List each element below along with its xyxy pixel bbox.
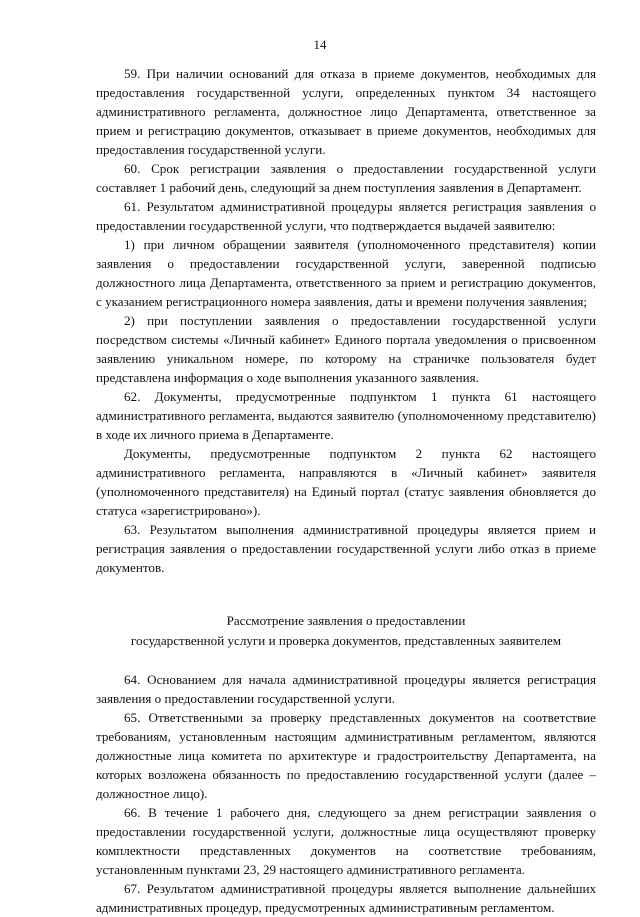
paragraph-63: 63. Результатом выполнения административной процедуры является прием и регистрация заявления о предоставлении государственной услуги либо отказ в приеме документов. [96, 522, 596, 575]
section-heading [96, 611, 596, 650]
paragraph-62-continued: Документы, предусмотренные подпунктом 2 пункта 62 настоящего административного регламента, направляются в «Личный кабинет» заявителя (уполномоченного представителя) на Единый портал (статус заявления обновляется до статуса «зарегистрировано»). [96, 446, 596, 518]
page-number: 14 [313, 37, 327, 52]
paragraph-65: 65. Ответственными за проверку представленных документов на соответствие требованиям, установленным настоящим административным регламентом, являются должностные лица комитета по архитектуре и градостроительству Департамента, на которых возложена обязанность по предоставлению государственной услуги (далее – должностное лицо). [96, 710, 596, 801]
document-body [96, 64, 596, 917]
paragraph-62: 62. Документы, предусмотренные подпунктом 1 пункта 61 настоящего административного регламента, выдаются заявителю (уполномоченному представителю) в ходе их личного приема в Департаменте. [96, 389, 596, 442]
paragraph-61: 61. Результатом административной процедуры является регистрация заявления о предоставлении государственной услуги, что подтверждается выдачей заявителю: [96, 199, 596, 233]
paragraph-67: 67. Результатом административной процедуры является выполнение дальнейших административных процедур, предусмотренных административным регламентом. [96, 881, 596, 915]
section-heading-line-1: Рассмотрение заявления о предоставлении [226, 613, 466, 628]
paragraph-61-item-1: 1) при личном обращении заявителя (уполномоченного представителя) копии заявления о предоставлении государственной услуги, заверенной подписью должностного лица Департамента, ответственного за прием и регистрацию документов, с указанием регистрационного номера заявления, даты и времени получения заявления; [96, 237, 596, 309]
paragraph-59: 59. При наличии оснований для отказа в приеме документов, необходимых для предоставления государственной услуги, определенных пунктом 34 настоящего административного регламента, должностное лицо Департамента, ответственное за прием и регистрацию документов, отказывает в приеме документов, необходимых для предоставления государственной услуги. [96, 66, 596, 157]
section-heading-line-2: государственной услуги и проверка документов, представленных заявителем [130, 632, 562, 648]
paragraph-66: 66. В течение 1 рабочего дня, следующего за днем регистрации заявления о предоставлении государственной услуги, должностные лица осуществляют проверку комплектности представленных документов на соответствие требованиям, установленным пунктами 23, 29 настоящего административного регламента. [96, 805, 596, 877]
paragraph-61-item-2: 2) при поступлении заявления о предоставлении государственной услуги посредством системы «Личный кабинет» Единого портала уведомления о присвоенном заявлению уникальном номере, по которому на страничке пользователя будет представлена информация о ходе выполнения указанного заявления. [96, 313, 596, 385]
paragraph-64: 64. Основанием для начала административной процедуры является регистрация заявления о предоставлении государственной услуги. [96, 672, 596, 706]
paragraph-60: 60. Срок регистрации заявления о предоставлении государственной услуги составляет 1 рабочий день, следующий за днем поступления заявления в Департамент. [96, 161, 596, 195]
